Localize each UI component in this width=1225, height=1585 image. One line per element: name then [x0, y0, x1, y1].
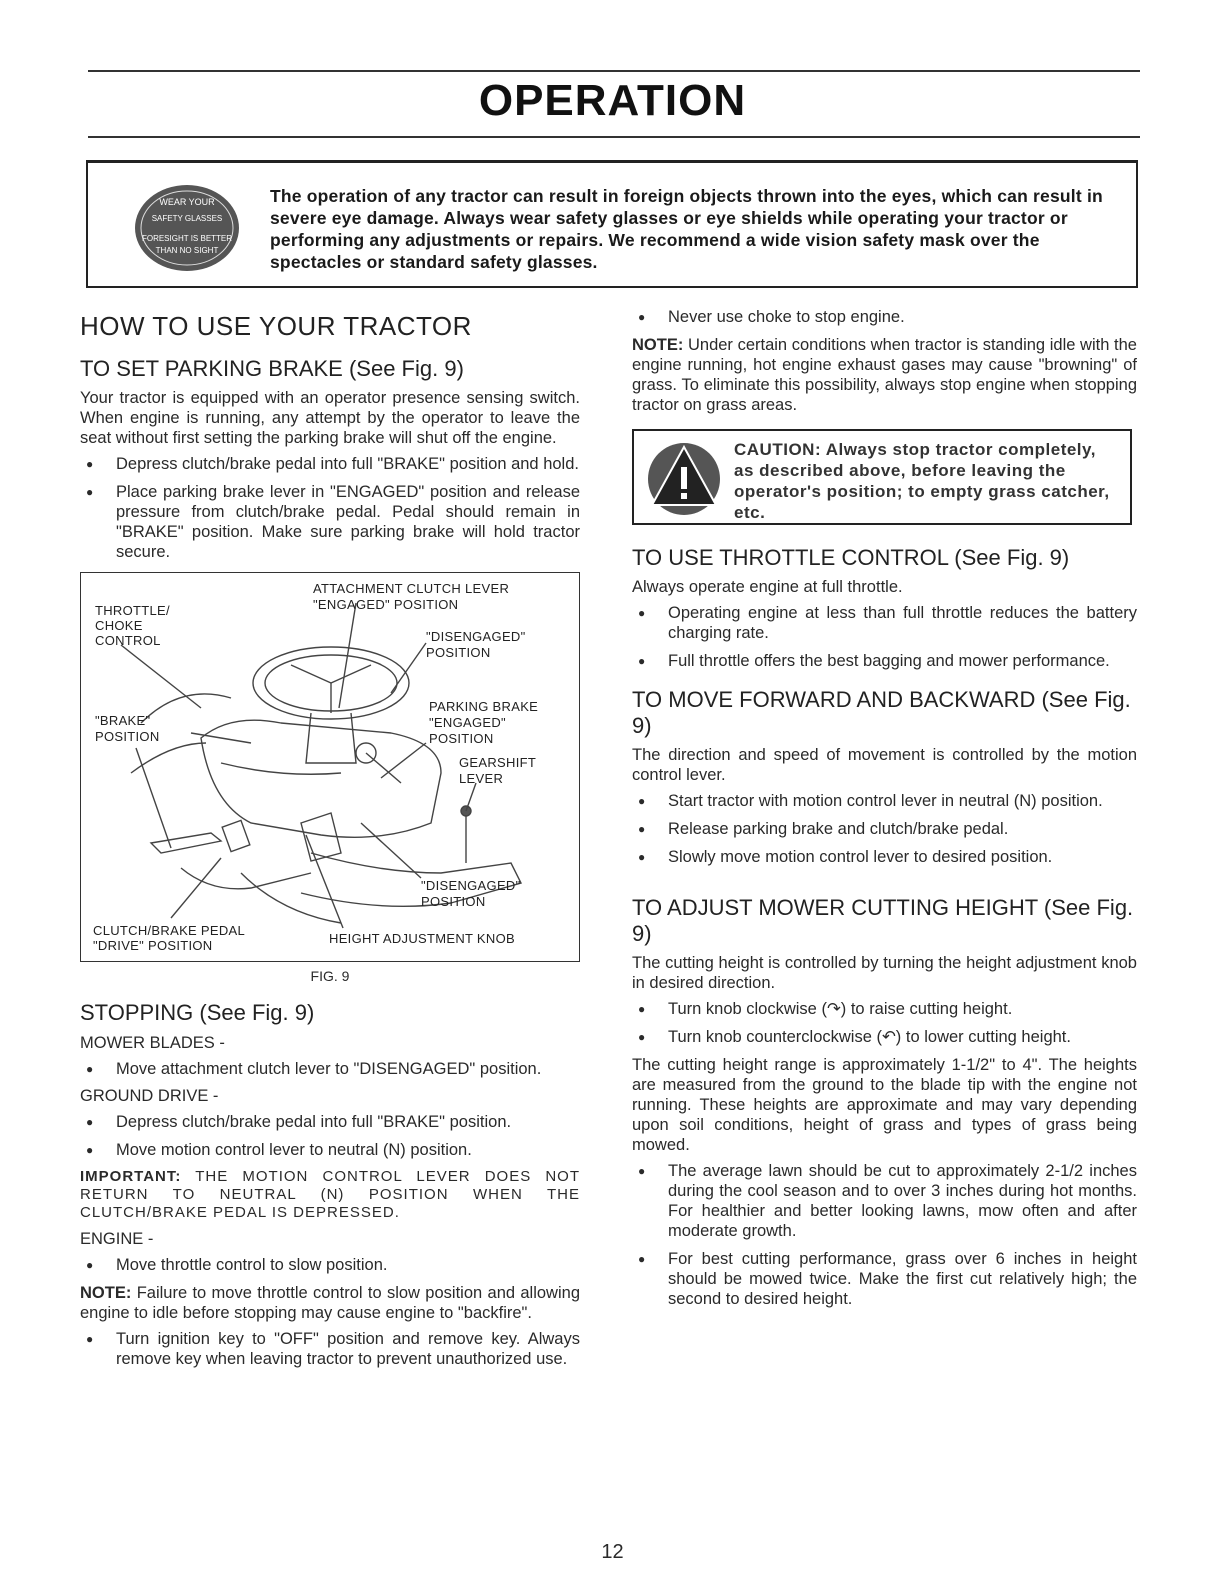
- height-bullet-2: Turn knob counterclockwise (↶) to lower cutting height.: [668, 1028, 1071, 1046]
- engine-label: ENGINE -: [80, 1230, 154, 1248]
- fig-label-choke: CHOKE: [95, 618, 143, 633]
- list-item: ● Turn ignition key to "OFF" position and remove key. Always remove key when leaving tractor to prevent unauthorized use.: [86, 1330, 580, 1368]
- height-heading: TO ADJUST MOWER CUTTING HEIGHT (See Fig. 9): [632, 895, 1134, 946]
- fig-label-brake: "BRAKE": [95, 713, 151, 728]
- fig-label-position-1: POSITION: [426, 645, 491, 660]
- list-item: ● Move motion control lever to neutral (N) position.: [86, 1141, 472, 1159]
- section-heading: HOW TO USE YOUR TRACTOR: [80, 311, 472, 341]
- fig-label-drive: "DRIVE" POSITION: [93, 938, 213, 953]
- list-item: ● Move attachment clutch lever to "DISENGAGED" position.: [86, 1060, 542, 1078]
- list-item: ● Depress clutch/brake pedal into full "BRAKE" position.: [86, 1113, 512, 1131]
- fig-label-position-2: POSITION: [95, 729, 160, 744]
- safety-icon-line-4: THAN NO SIGHT: [155, 246, 219, 255]
- parking-bullet-1: Depress clutch/brake pedal into full "BRAKE" position and hold.: [116, 455, 579, 473]
- ground-bullet-1: Depress clutch/brake pedal into full "BRAKE" position.: [116, 1113, 512, 1131]
- list-item: ● Move throttle control to slow position.: [86, 1256, 388, 1274]
- parking-brake-paragraph: Your tractor is equipped with an operator presence sensing switch. When engine is running, any attempt by the operator to leave the seat without first setting the parking brake will shut off the engine.: [80, 389, 580, 447]
- fig-label-control: CONTROL: [95, 633, 161, 648]
- list-item: ● Never use choke to stop engine.: [638, 308, 905, 326]
- caution-text: CAUTION: Always stop tractor completely, as described above, before leaving the operator's position; to empty grass catcher, etc.: [734, 440, 1110, 522]
- mower-bullet: Move attachment clutch lever to "DISENGAGED" position.: [116, 1060, 542, 1078]
- throttle-paragraph: Always operate engine at full throttle.: [632, 578, 903, 596]
- list-item: ● Release parking brake and clutch/brake pedal.: [638, 820, 1009, 838]
- note-label: NOTE:: [632, 336, 684, 354]
- height-bullet-4: For best cutting performance, grass over 6 inches in height should be mowed twice. Make the first cut relatively high; the second to desired height.: [668, 1250, 1137, 1308]
- list-item: ● Turn knob clockwise (↷) to raise cutting height.: [638, 1000, 1013, 1018]
- fig-label-position-3: POSITION: [429, 731, 494, 746]
- safety-notice: [86, 160, 1138, 288]
- figure-9: [80, 572, 580, 962]
- fig-label-engaged: "ENGAGED" POSITION: [313, 597, 459, 612]
- fig-label-disengaged-2: "DISENGAGED": [421, 878, 521, 893]
- parking-bullet-2: Place parking brake lever in "ENGAGED" position and release pressure from clutch/brake pedal. Pedal should remain in "BRAKE" position. Make sure parking brake will hold tractor secure.: [116, 483, 580, 561]
- backfire-note: [80, 1283, 580, 1323]
- right-column: [632, 305, 1137, 1317]
- page-title: OPERATION: [478, 76, 747, 125]
- move-paragraph: The direction and speed of movement is controlled by the motion control lever.: [632, 746, 1137, 784]
- note-text: Failure to move throttle control to slow position and allowing engine to idle before stopping may cause engine to "backfire".: [80, 1284, 580, 1322]
- fig-label-attachment: ATTACHMENT CLUTCH LEVER: [313, 581, 510, 596]
- fig-label-gearshift: GEARSHIFT: [459, 755, 537, 770]
- top-rule: [88, 70, 1140, 72]
- note-text: Under certain conditions when tractor is standing idle with the engine running, hot engine exhaust gases may cause "browning" of grass. To eliminate this possibility, always stop engine when stopping tractor on grass areas.: [632, 336, 1137, 414]
- important-note: [80, 1168, 580, 1222]
- parking-brake-heading: TO SET PARKING BRAKE (See Fig. 9): [80, 356, 464, 381]
- move-heading: TO MOVE FORWARD AND BACKWARD (See Fig. 9): [632, 687, 1131, 738]
- ground-bullet-2: Move motion control lever to neutral (N) position.: [116, 1141, 472, 1159]
- fig-label-engaged-2: "ENGAGED": [429, 715, 506, 730]
- throttle-bullet-2: Full throttle offers the best bagging and mower performance.: [668, 652, 1110, 670]
- ground-drive-label: GROUND DRIVE -: [80, 1087, 219, 1105]
- ignition-bullet: Turn ignition key to "OFF" position and remove key. Always remove key when leaving tractor to prevent unauthorized use.: [116, 1330, 580, 1368]
- left-column: [80, 305, 580, 1377]
- figure-caption: FIG. 9: [310, 968, 350, 984]
- exhaust-note: [632, 335, 1137, 415]
- height-bullet-1: Turn knob clockwise (↷) to raise cutting height.: [668, 1000, 1013, 1018]
- important-text: THE MOTION CONTROL LEVER DOES NOT RETURN TO NEUTRAL (N) POSITION WHEN THE CLUTCH/BRAKE PEDAL IS DEPRESSED.: [80, 1168, 580, 1221]
- safety-notice-text: The operation of any tractor can result in foreign objects thrown into the eyes, which can result in severe eye damage. Always wear safety glasses or eye shields while operating your tractor or performing any adjustments or repairs. We recommend a wide vision safety mask over the spectacles or standard safety glasses.: [270, 186, 1103, 272]
- fig-label-position-4: POSITION: [421, 894, 486, 909]
- list-item: ● Full throttle offers the best bagging and mower performance.: [638, 652, 1110, 670]
- throttle-heading: TO USE THROTTLE CONTROL (See Fig. 9): [632, 545, 1070, 570]
- fig-label-throttle: THROTTLE/: [95, 603, 170, 618]
- warning-triangle-icon: [644, 437, 724, 517]
- height-paragraph: The cutting height is controlled by turning the height adjustment knob in desired direction.: [632, 954, 1137, 992]
- list-item: ● Slowly move motion control lever to desired position.: [638, 848, 1053, 866]
- choke-bullet: Never use choke to stop engine.: [668, 308, 905, 326]
- list-item: ● The average lawn should be cut to approximately 2-1/2 inches during the cool season and to over 3 inches during hot months. For healthier and better looking lawns, mow often and after moderate growth.: [638, 1162, 1137, 1240]
- list-item: ● For best cutting performance, grass over 6 inches in height should be mowed twice. Make the first cut relatively high; the second to desired height.: [638, 1250, 1137, 1308]
- fig-label-disengaged-1: "DISENGAGED": [426, 629, 526, 644]
- height-paragraph-2: The cutting height range is approximately 1-1/2" to 4". The heights are measured from the ground to the blade tip with the engine not running. These heights are approximate and may vary depending upon soil conditions, height of grass and types of grass being mowed.: [632, 1056, 1137, 1154]
- fig-label-lever: LEVER: [459, 771, 504, 786]
- list-item: ● Turn knob counterclockwise (↶) to lower cutting height.: [638, 1028, 1071, 1046]
- title-rule: [88, 136, 1140, 138]
- throttle-bullet-1: Operating engine at less than full throttle reduces the battery charging rate.: [668, 604, 1137, 642]
- fig-label-height: HEIGHT ADJUSTMENT KNOB: [329, 931, 515, 946]
- list-item: ● Depress clutch/brake pedal into full "BRAKE" position and hold.: [86, 455, 579, 473]
- mower-blades-label: MOWER BLADES -: [80, 1034, 225, 1052]
- fig-label-parking: PARKING BRAKE: [429, 699, 539, 714]
- move-bullet-2: Release parking brake and clutch/brake pedal.: [668, 820, 1009, 838]
- important-label: IMPORTANT:: [80, 1168, 182, 1185]
- engine-bullet: Move throttle control to slow position.: [116, 1256, 388, 1274]
- caution-box: [632, 429, 1132, 525]
- page-number: 12: [601, 1541, 624, 1563]
- list-item: ● Place parking brake lever in "ENGAGED" position and release pressure from clutch/brake pedal. Pedal should remain in "BRAKE" position. Make sure parking brake will hold tractor secure.: [86, 483, 580, 561]
- height-bullet-3: The average lawn should be cut to approximately 2-1/2 inches during the cool season and to over 3 inches during hot months. For healthier and better looking lawns, mow often and after moderate growth.: [668, 1162, 1137, 1240]
- stopping-heading: STOPPING (See Fig. 9): [80, 1000, 315, 1025]
- fig-label-clutch: CLUTCH/BRAKE PEDAL: [93, 923, 246, 938]
- safety-icon-line-1: WEAR YOUR: [159, 197, 215, 207]
- list-item: ● Start tractor with motion control lever in neutral (N) position.: [638, 792, 1103, 810]
- safety-icon-line-3: FORESIGHT IS BETTER: [141, 234, 233, 243]
- safety-icon-line-2: SAFETY GLASSES: [151, 214, 223, 223]
- list-item: ● Operating engine at less than full throttle reduces the battery charging rate.: [638, 604, 1137, 642]
- move-bullet-1: Start tractor with motion control lever in neutral (N) position.: [668, 792, 1103, 810]
- note-label: NOTE:: [80, 1284, 132, 1302]
- safety-glasses-icon: [132, 183, 242, 273]
- move-bullet-3: Slowly move motion control lever to desired position.: [668, 848, 1053, 866]
